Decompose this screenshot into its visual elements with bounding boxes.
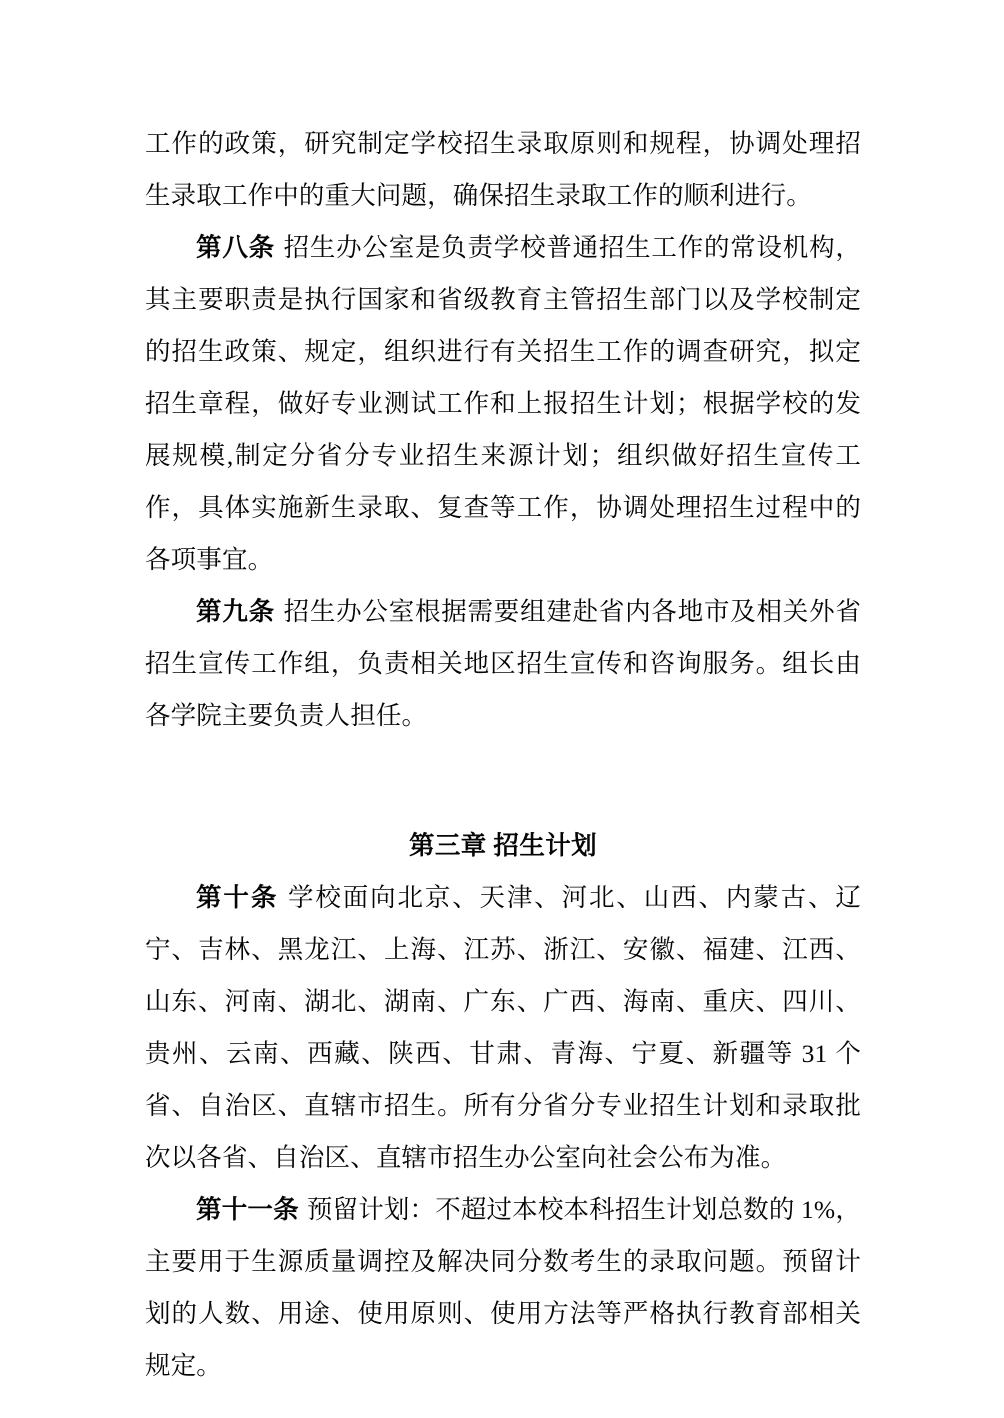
paragraph-body: 工作的政策，研究制定学校招生录取原则和规程，协调处理招生录取工作中的重大问题，确保招生录取工作的顺利进行。: [145, 129, 861, 210]
paragraph-article-eleven: [145, 1184, 861, 1392]
paragraph-article-ten: [145, 872, 861, 1184]
paragraph-article-nine: [145, 586, 861, 742]
article-number-label: 第九条: [196, 597, 275, 626]
heading-top-spacer-half: [145, 794, 861, 820]
paragraph-body: 学校面向北京、天津、河北、山西、内蒙古、辽宁、吉林、黑龙江、上海、江苏、浙江、安徽、福建、江西、山东、河南、湖北、湖南、广东、广西、海南、重庆、四川、贵州、云南、西藏、陕西、甘肃、青海、宁夏、新疆等 31 个省、自治区、直辖市招生。所有分省分专业招生计划和录取批次以各省、自治区、直辖市招生办公室向社会公布为准。: [145, 883, 861, 1172]
chapter-three-heading: 第三章 招生计划: [408, 831, 598, 860]
paragraph-body: 招生办公室是负责学校普通招生工作的常设机构，其主要职责是执行国家和省级教育主管招生部门以及学校制定的招生政策、规定，组织进行有关招生工作的调查研究，拟定招生章程，做好专业测试工作和上报招生计划；根据学校的发展规模,制定分省分专业招生来源计划；组织做好招生宣传工作，具体实施新生录取、复查等工作，协调处理招生过程中的各项事宜。: [145, 233, 861, 574]
paragraph-body: 预留计划：不超过本校本科招生计划总数的 1%，主要用于生源质量调控及解决同分数考生的录取问题。预留计划的人数、用途、使用原则、使用方法等严格执行教育部相关规定。: [145, 1195, 861, 1380]
paragraph-body: 招生办公室根据需要组建赴省内各地市及相关外省招生宣传工作组，负责相关地区招生宣传和咨询服务。组长由各学院主要负责人担任。: [145, 597, 861, 730]
paragraph-article-eight: [145, 222, 861, 586]
paragraph-article-seven-continued: [145, 118, 861, 222]
heading-top-spacer: [145, 742, 861, 794]
article-number-label: 第十条: [196, 883, 279, 912]
article-number-label: 第十一条: [196, 1195, 299, 1224]
document-text-column: [145, 118, 861, 1392]
article-number-label: 第八条: [196, 233, 275, 262]
